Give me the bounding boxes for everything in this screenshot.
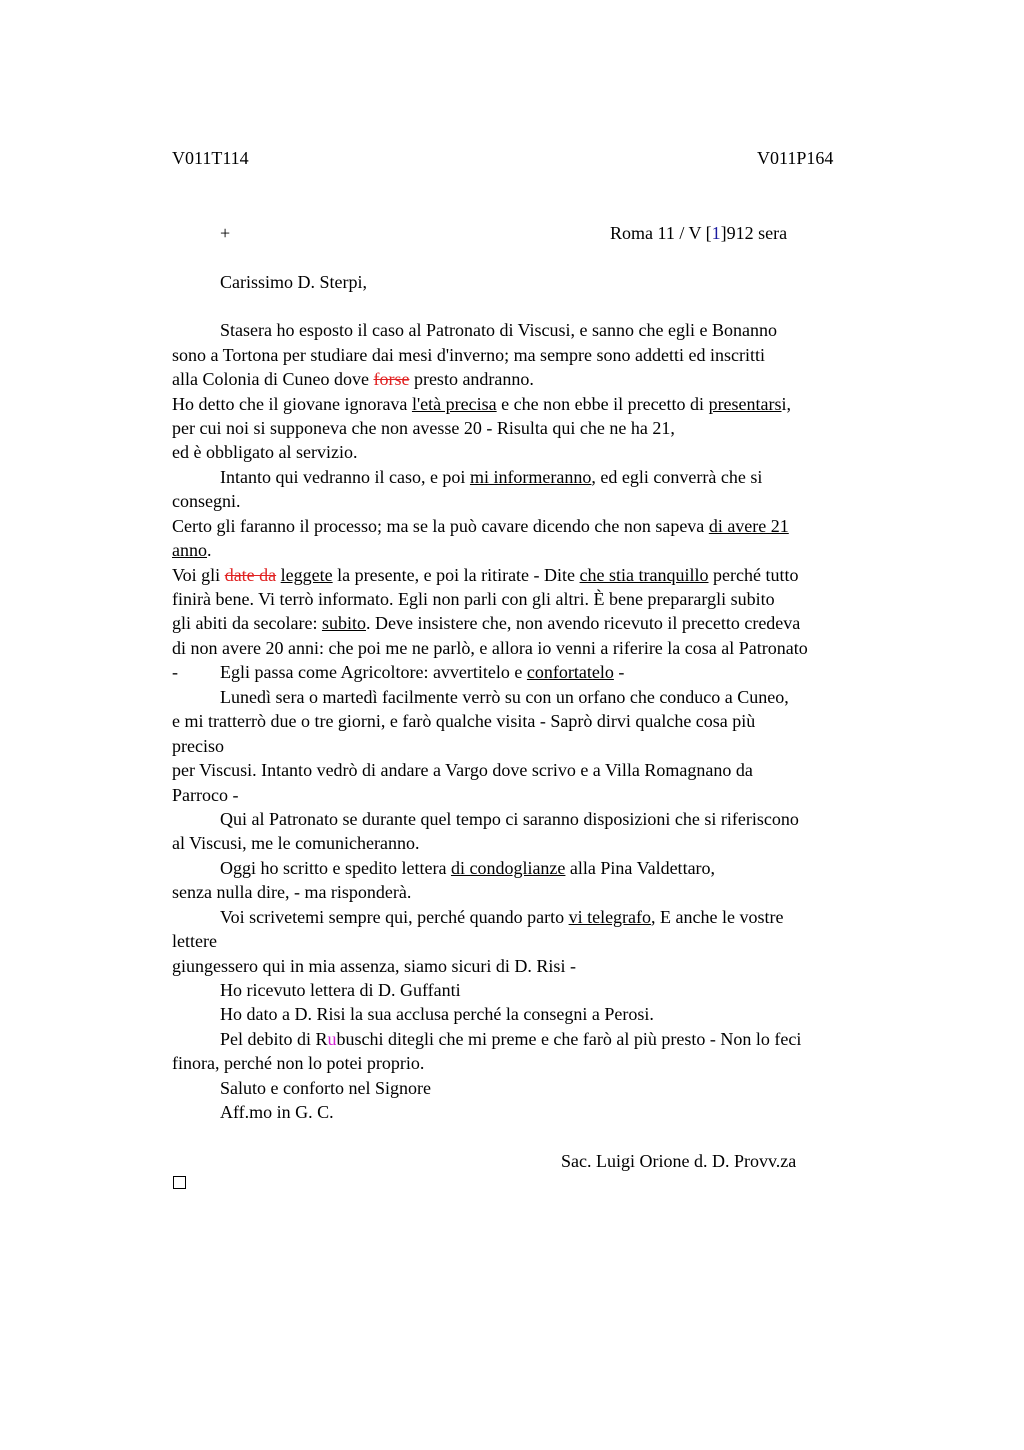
cross-mark: + — [220, 223, 231, 243]
text-line: lettere — [172, 931, 217, 951]
text-line: consegni. — [172, 491, 241, 511]
text-line: finirà bene. Vi terrò informato. Egli non parli con gli altri. È bene preparargli subito — [172, 589, 775, 609]
text-line: Oggi ho scritto e spedito lettera di condoglianze alla Pina Valdettaro, — [220, 858, 716, 878]
editorial-letter: u — [327, 1029, 337, 1049]
text-line: Stasera ho esposto il caso al Patronato di Viscusi, e sanno che egli e Bonanno — [220, 320, 777, 340]
text-line: Voi scrivetemi sempre qui, perché quando parto vi telegrafo, E anche le vostre — [220, 907, 784, 927]
text-line: Aff.mo in G. C. — [220, 1102, 334, 1122]
editorial-bracket-digit: 1 — [711, 223, 721, 243]
text-line: senza nulla dire, - ma risponderà. — [172, 882, 412, 902]
deleted-text: date da — [224, 565, 277, 585]
greeting: Carissimo D. Sterpi, — [220, 272, 367, 292]
text-line: Parroco - — [172, 785, 239, 805]
end-box-icon — [173, 1176, 186, 1189]
text-line: Ho ricevuto lettera di D. Guffanti — [220, 980, 461, 1000]
text-line: e mi tratterrò due o tre giorni, e farò qualche visita - Saprò dirvi qualche cosa più — [172, 711, 756, 731]
text-line: per cui noi si supponeva che non avesse 20 - Risulta qui che ne ha 21, — [172, 418, 675, 438]
text-line: Saluto e conforto nel Signore — [220, 1078, 431, 1098]
text-line: Lunedì sera o martedì facilmente verrò su con un orfano che conduco a Cuneo, — [220, 687, 789, 707]
text-line: - — [172, 662, 178, 682]
deleted-text: forse — [373, 369, 410, 389]
text-line: Ho detto che il giovane ignorava l'età precisa e che non ebbe il precetto di presentarsi, — [172, 394, 792, 414]
text-line: per Viscusi. Intanto vedrò di andare a Vargo dove scrivo e a Villa Romagnano da — [172, 760, 753, 780]
text-line: giungessero qui in mia assenza, siamo sicuri di D. Risi - — [172, 956, 576, 976]
text-line: anno. — [172, 540, 212, 560]
dateline: Roma 11 / V [1]912 sera — [610, 223, 788, 243]
text-line: gli abiti da secolare: subito. Deve insistere che, non avendo ricevuto il precetto credeva — [172, 613, 801, 633]
text-line: ed è obbligato al servizio. — [172, 442, 358, 462]
text-line: Certo gli faranno il processo; ma se la può cavare dicendo che non sapeva di avere 21 — [172, 516, 789, 536]
text-line: Intanto qui vedranno il caso, e poi mi informeranno, ed egli converrà che si — [220, 467, 763, 487]
text-line: Pel debito di Rubuschi ditegli che mi preme e che farò al più presto - Non lo feci — [220, 1029, 802, 1049]
text-line: di non avere 20 anni: che poi me ne parlò, e allora io venni a riferire la cosa al Patronato — [172, 638, 808, 658]
text-line: Qui al Patronato se durante quel tempo ci saranno disposizioni che si riferiscono — [220, 809, 799, 829]
signature: Sac. Luigi Orione d. D. Provv.za — [561, 1151, 797, 1171]
text-line: sono a Tortona per studiare dai mesi d'inverno; ma sempre sono addetti ed inscritti — [172, 345, 766, 365]
text-line: finora, perché non lo potei proprio. — [172, 1053, 425, 1073]
text-line: Ho dato a D. Risi la sua acclusa perché la consegni a Perosi. — [220, 1004, 654, 1024]
text-line: alla Colonia di Cuneo dove forse presto andranno. — [172, 369, 534, 389]
text-line: al Viscusi, me le comunicheranno. — [172, 833, 420, 853]
header-right-code: V011P164 — [757, 148, 834, 168]
text-line: Voi gli date da leggete la presente, e poi la ritirate - Dite che stia tranquillo perché tutto — [172, 565, 799, 585]
text-line: Egli passa come Agricoltore: avvertitelo e confortatelo - — [220, 662, 625, 682]
text-line: preciso — [172, 736, 224, 756]
header-left-code: V011T114 — [172, 148, 249, 168]
